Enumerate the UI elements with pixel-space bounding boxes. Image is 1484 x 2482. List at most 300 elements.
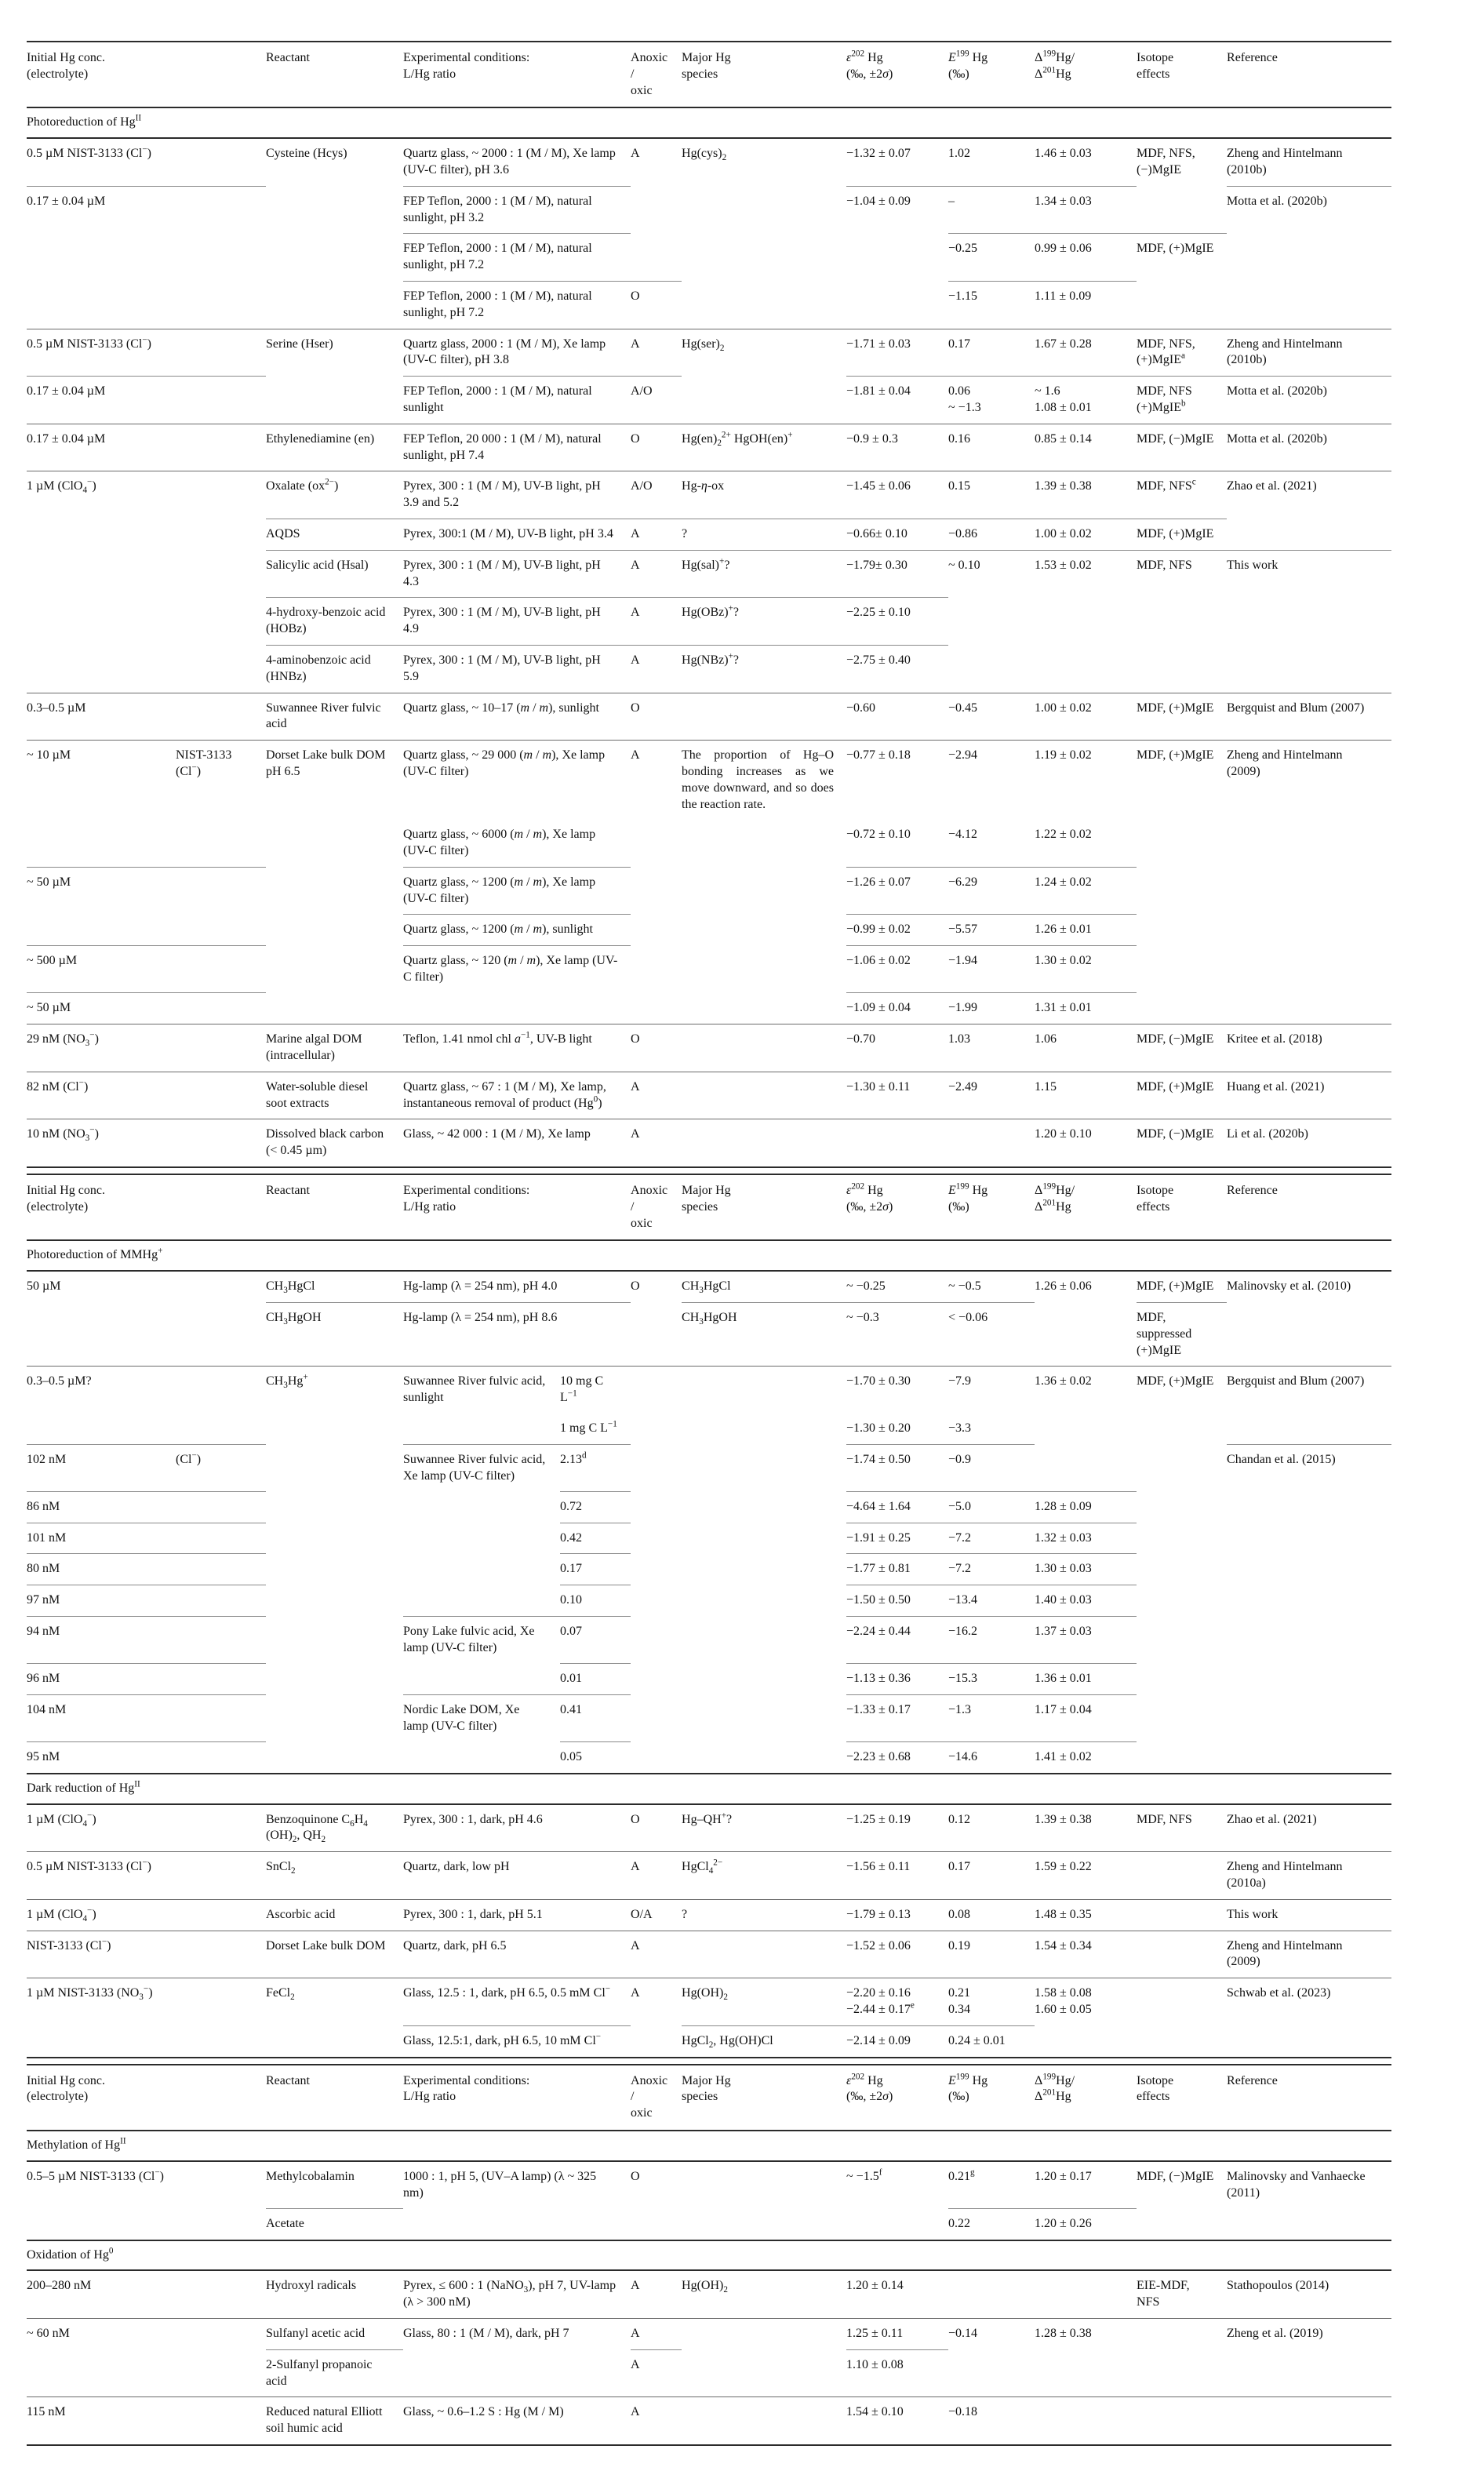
table-row — [27, 867, 1391, 915]
reactant-cell: Hydroxyl radicals — [266, 2279, 357, 2293]
table-row — [27, 946, 1391, 993]
species-cell: $CH_3HgCl$ — [682, 1279, 731, 1296]
results-table — [27, 41, 1391, 2446]
conc-cell: 0.3–0.5 µM? — [27, 1367, 266, 1414]
isotope-effects-cell: MDF, (−)MgIE — [1137, 424, 1227, 471]
e199-cell: −5.57 — [948, 915, 1035, 946]
isotope-effects-cell: MDF, NFS — [1137, 550, 1227, 598]
conc-cell: ~ 500 µM — [27, 946, 266, 993]
ratio-cell: 0.05 — [560, 1741, 631, 1773]
conditions-cell: Glass, 12.5:1, dark, pH 6.5, 10 mM Cl− — [403, 2025, 631, 2057]
e202-cell: −0.70 — [846, 1024, 948, 1072]
e199-cell: −7.9 — [948, 1367, 1035, 1414]
e199-cell: 0.15 — [948, 471, 1035, 519]
e202-cell: −1.06 ± 0.02 — [846, 946, 948, 993]
section-row — [27, 1774, 1391, 1804]
reference-cell — [1227, 1554, 1391, 1585]
ratio-cell: 0.17 — [560, 1554, 631, 1585]
conc-cell: 0.17 ± 0.04 µM — [27, 186, 266, 234]
table-row — [27, 2397, 1391, 2445]
column-header: Isotope effects — [1137, 42, 1227, 107]
conc-cell: 1 µM (ClO$_4$−) — [27, 1899, 266, 1931]
reference-cell — [1227, 645, 1391, 693]
d199-d201-cell — [1035, 2349, 1137, 2397]
anoxic-oxic-cell: A — [631, 1119, 682, 1167]
conc-cell: 0.5–5 µM NIST-3133 (Cl−) — [27, 2167, 164, 2183]
conditions-cell: Hg-lamp (λ = 254 nm), pH 8.6 — [403, 1302, 631, 1366]
d199-d201-cell: 1.22 ± 0.02 — [1035, 828, 1092, 842]
column-header: Anoxic/ oxic — [631, 2065, 682, 2131]
isotope-effects-cell — [1137, 1414, 1227, 1444]
d199-d201-cell: 1.28 ± 0.09 — [1035, 1491, 1137, 1523]
reference-cell: Zheng and Hintelmann (2009) — [1227, 1931, 1391, 1978]
reactant-cell: Dissolved black carbon (< 0.45 µm) — [266, 1119, 403, 1167]
table-row — [27, 471, 1391, 519]
reactant-cell — [266, 281, 403, 329]
conditions-cell — [403, 993, 631, 1024]
conc-cell: 1 µM (ClO$_4$−) — [27, 1811, 96, 1829]
table-row — [27, 1024, 1391, 1072]
conditions-cell: Quartz glass, ~ 6000 (m / m), Xe lamp (UV-C filter) — [403, 828, 596, 858]
table-row — [27, 993, 1391, 1024]
species-cell — [682, 693, 846, 741]
species-cell — [682, 1491, 846, 1523]
section-title: Photoreduction of MMHg+ — [27, 1240, 1391, 1271]
conc-cell — [27, 550, 266, 598]
conc-cell: ~ 10 µM — [27, 741, 176, 821]
conc-cell: 0.5 µM NIST-3133 (Cl−) — [27, 1852, 266, 1900]
conditions-cell — [403, 1491, 560, 1523]
e199-cell — [948, 1119, 1035, 1167]
anoxic-oxic-cell: O — [631, 2169, 640, 2183]
conditions-cell: Pyrex, 300 : 1 (M / M), UV-B light, pH 3.9 and 5.2 — [403, 471, 631, 519]
reference-cell — [1227, 1523, 1391, 1554]
isotope-effects-cell: MDF, (−)MgIE — [1137, 1024, 1227, 1072]
conc-cell: ~ 60 nM — [27, 2319, 266, 2350]
d199-d201-cell: 1.24 ± 0.02 — [1035, 867, 1137, 915]
e202-cell: 1.20 ± 0.14 — [846, 2279, 904, 2293]
column-header: Reactant — [266, 42, 403, 107]
section-title: Dark reduction of $Hg^{II}$ — [27, 1774, 1391, 1804]
conditions-cell: Glass, 12.5 : 1, dark, pH 6.5, 0.5 mM Cl− — [403, 1978, 631, 2026]
e199-cell: ~ 0.10 — [948, 550, 1035, 598]
column-header-row — [27, 42, 1391, 107]
table-row — [27, 281, 1391, 329]
e199-cell: −0.18 — [948, 2397, 1035, 2445]
reference-cell: Zhao et al. (2021) — [1227, 1812, 1317, 1826]
e202-cell: −2.23 ± 0.68 — [846, 1741, 948, 1773]
conc-cell — [27, 1302, 266, 1366]
reference-cell — [1227, 598, 1391, 646]
reactant-cell: 2-Sulfanyl propanoic acid — [266, 2349, 403, 2397]
conc-cell: 1 µM (ClO$_4$−) — [27, 471, 266, 519]
conditions-cell — [403, 1554, 560, 1585]
column-header: Experimental conditions: L/Hg ratio — [403, 42, 631, 107]
column-header: $E^{199}$ Hg (‰) — [948, 2065, 1035, 2131]
anoxic-oxic-cell — [631, 1585, 682, 1617]
isotope-effects-cell: MDF, (+)MgIE — [1137, 693, 1227, 741]
reference-cell — [1227, 946, 1391, 993]
anoxic-oxic-cell — [631, 1302, 682, 1366]
table-row — [27, 1302, 1391, 1366]
anoxic-oxic-cell: O/A — [631, 1899, 682, 1931]
conditions-cell: Suwannee River fulvic acid, Xe lamp (UV-C filter) — [403, 1444, 560, 1491]
d199-d201-cell: 1.46 ± 0.03 — [1035, 147, 1092, 161]
e202-cell: ~ −0.25 — [846, 1279, 886, 1294]
isotope-effects-cell — [1137, 1444, 1227, 1491]
d199-d201-cell: 1.20 ± 0.17 — [1035, 2169, 1092, 2183]
reference-cell — [1227, 1694, 1391, 1741]
conc-cell: 0.17 ± 0.04 µM — [27, 424, 266, 471]
section-row — [27, 2240, 1391, 2271]
ratio-cell: 0.42 — [560, 1523, 631, 1554]
e202-cell: 1.10 ± 0.08 — [846, 2349, 948, 2397]
column-header: Experimental conditions: L/Hg ratio — [403, 1174, 631, 1240]
isotope-effects-cell — [1137, 1931, 1227, 1978]
e202-cell: −1.13 ± 0.36 — [846, 1664, 948, 1695]
reference-cell — [1227, 1585, 1391, 1617]
reference-cell: Zheng and Hintelmann (2010a) — [1227, 1852, 1391, 1900]
table-row — [27, 1931, 1391, 1978]
anoxic-oxic-cell — [631, 1414, 682, 1444]
conditions-cell: Teflon, 1.41 nmol chl $a^{-1}$, UV-B light — [403, 1024, 631, 1072]
reactant-cell — [266, 1491, 403, 1523]
species-cell — [682, 867, 846, 915]
e199-cell: −1.15 — [948, 281, 1035, 329]
reference-cell — [1227, 2349, 1391, 2397]
conc-cell: 94 nM — [27, 1617, 266, 1664]
reactant-cell: Serine (Hser) — [266, 329, 403, 377]
isotope-effects-cell — [1137, 820, 1227, 867]
species-cell — [682, 2397, 846, 2445]
reactant-cell — [266, 1444, 403, 1491]
isotope-effects-cell: MDF, NFS (+)MgIE$^b$ — [1137, 377, 1227, 424]
species-cell — [682, 1585, 846, 1617]
conditions-cell: Quartz glass, ~ 120 (m / m), Xe lamp (UV-C filter) — [403, 946, 631, 993]
isotope-effects-cell — [1137, 1523, 1227, 1554]
column-header: Initial Hg conc. (electrolyte) — [27, 1174, 266, 1240]
species-cell: Hg–QH+? — [682, 1811, 733, 1826]
column-header: $E^{199}$ Hg (‰) — [948, 1174, 1035, 1240]
e202-cell — [846, 1119, 948, 1167]
column-header-row — [27, 1174, 1391, 1240]
d199-d201-cell: 1.06 — [1035, 1024, 1137, 1072]
conc-cell: 29 nM $(NO_3^-)$ — [27, 1024, 266, 1072]
reference-cell: Kritee et al. (2018) — [1227, 1024, 1391, 1072]
ratio-cell: 10 mg C $L^{-1}$ — [560, 1367, 631, 1414]
table-row — [27, 1617, 1391, 1664]
d199-d201-cell: 1.40 ± 0.03 — [1035, 1585, 1137, 1617]
column-header: $\Delta^{199}Hg/$ $\Delta^{201}Hg$ — [1035, 1174, 1137, 1240]
table-row — [27, 1491, 1391, 1523]
table-row — [27, 1367, 1391, 1414]
e199-cell — [948, 2270, 1035, 2318]
anoxic-oxic-cell: A — [631, 2349, 682, 2397]
reactant-cell: Cysteine (Hcys) — [266, 147, 347, 161]
conditions-cell: Quartz glass, ~ 67 : 1 (M / M), Xe lamp, instantaneous removal of product (Hg$^0$) — [403, 1072, 631, 1119]
species-cell — [682, 1024, 846, 1072]
anoxic-oxic-cell: A/O — [631, 377, 682, 424]
e202-cell: −1.45 ± 0.06 — [846, 471, 948, 519]
isotope-effects-cell: MDF, (+)MgIE — [1137, 1279, 1214, 1294]
e199-cell — [948, 2349, 1035, 2397]
isotope-effects-cell — [1137, 2208, 1227, 2240]
anoxic-oxic-cell: O — [631, 693, 682, 741]
reactant-cell — [266, 993, 403, 1024]
e199-cell: −14.6 — [948, 1741, 1035, 1773]
d199-d201-cell: 1.26 ± 0.06 — [1035, 1279, 1092, 1294]
e202-cell: −1.26 ± 0.07 — [846, 867, 948, 915]
anoxic-oxic-cell — [631, 993, 682, 1024]
table-row — [27, 1414, 1391, 1444]
e202-cell: −1.30 ± 0.11 — [846, 1072, 948, 1119]
d199-d201-cell: 1.39 ± 0.38 — [1035, 1812, 1092, 1826]
table-row — [27, 186, 1391, 234]
reactant-cell: Water-soluble diesel soot extracts — [266, 1072, 403, 1119]
e202-cell: −4.64 ± 1.64 — [846, 1491, 948, 1523]
reactant-cell — [266, 1523, 403, 1554]
reference-cell: Zheng et al. (2019) — [1227, 2319, 1391, 2350]
d199-d201-cell: 1.19 ± 0.02 — [1035, 741, 1137, 821]
reactant-cell — [266, 1741, 403, 1773]
d199-d201-cell: 0.85 ± 0.14 — [1035, 424, 1137, 471]
conditions-cell — [403, 1523, 560, 1554]
isotope-effects-cell: MDF, (+)MgIE — [1137, 741, 1227, 821]
reference-cell: Malinovsky et al. (2010) — [1227, 1279, 1351, 1294]
reference-cell: Stathopoulos (2014) — [1227, 2279, 1329, 2293]
reactant-cell: $CH_3Hg^+$ — [266, 1367, 403, 1414]
conditions-cell: FEP Teflon, 2000 : 1 (M / M), natural sunlight, pH 7.2 — [403, 234, 631, 282]
anoxic-oxic-cell — [631, 1554, 682, 1585]
d199-d201-cell: 1.26 ± 0.01 — [1035, 915, 1137, 946]
reactant-cell — [266, 867, 403, 915]
species-cell: Hg-η-ox — [682, 471, 846, 519]
table-row — [27, 1852, 1391, 1900]
species-cell — [682, 1931, 846, 1978]
e199-cell: 0.19 — [948, 1931, 1035, 1978]
species-cell: $Hg(en)_2^{2+}$ HgOH(en)+ — [682, 424, 846, 471]
e202-cell: −2.14 ± 0.09 — [846, 2025, 948, 2057]
e199-cell: 1.02 — [948, 147, 971, 161]
anoxic-oxic-cell: O — [631, 1279, 640, 1294]
d199-d201-cell: 1.53 ± 0.02 — [1035, 550, 1137, 598]
reference-cell: Motta et al. (2020b) — [1227, 186, 1391, 234]
e199-cell: 0.22 — [948, 2208, 1035, 2240]
reference-cell: This work — [1227, 550, 1391, 598]
conc-cell: 104 nM — [27, 1694, 266, 1741]
reactant-cell: Suwannee River fulvic acid — [266, 693, 403, 741]
species-cell: $Hg(OH)_2$ — [682, 1978, 846, 2026]
conc-cell — [27, 234, 266, 282]
isotope-effects-cell — [1137, 1617, 1227, 1664]
e199-cell: −0.45 — [948, 693, 1035, 741]
species-cell — [682, 820, 846, 867]
d199-d201-cell — [1035, 598, 1137, 646]
anoxic-oxic-cell: O — [631, 1024, 682, 1072]
anoxic-oxic-cell — [631, 1367, 682, 1414]
reference-cell — [1227, 867, 1391, 915]
reference-cell: Bergquist and Blum (2007) — [1227, 693, 1391, 741]
d199-d201-cell: 1.28 ± 0.38 — [1035, 2319, 1137, 2350]
anoxic-oxic-cell — [631, 867, 682, 915]
d199-d201-cell: 1.58 ± 0.08 1.60 ± 0.05 — [1035, 1978, 1137, 2026]
d199-d201-cell — [1035, 2397, 1137, 2445]
table-row — [27, 1664, 1391, 1695]
conditions-cell: Pyrex, 300 : 1 (M / M), UV-B light, pH 4.3 — [403, 550, 631, 598]
reactant-cell — [266, 1617, 403, 1664]
table-row — [27, 915, 1391, 946]
reactant-cell — [266, 820, 403, 867]
reference-cell — [1227, 519, 1391, 550]
ratio-cell: 0.07 — [560, 1617, 631, 1664]
e202-cell: −1.81 ± 0.04 — [846, 377, 948, 424]
species-cell — [682, 1444, 846, 1491]
e199-cell: −1.3 — [948, 1694, 1035, 1741]
column-header: $E^{199}$ Hg (‰) — [948, 42, 1035, 107]
reactant-cell: Methylcobalamin — [266, 2169, 355, 2183]
reference-cell — [1227, 1302, 1391, 1366]
table-row — [27, 2161, 1391, 2209]
conc-cell: ~ 50 µM — [27, 867, 266, 915]
table-row — [27, 1554, 1391, 1585]
conc-cell: 1 µM NIST-3133 $(NO_3^-)$ — [27, 1978, 266, 2026]
e202-cell: −0.66± 0.10 — [846, 519, 948, 550]
reactant-cell: $CH_3HgOH$ — [266, 1302, 403, 1366]
e199-cell: −6.29 — [948, 867, 1035, 915]
conditions-cell — [403, 1414, 560, 1444]
table-row — [27, 329, 1391, 377]
d199-d201-cell: 1.39 ± 0.38 — [1035, 471, 1137, 519]
e202-cell: −1.79 ± 0.13 — [846, 1899, 948, 1931]
reference-cell: Motta et al. (2020b) — [1227, 424, 1391, 471]
species-cell: $Hg(cys)_2$ — [682, 147, 727, 163]
table-row — [27, 2025, 1391, 2057]
reference-cell: Zheng and Hintelmann (2009) — [1227, 741, 1391, 821]
table-row — [27, 693, 1391, 741]
d199-d201-cell: 1.67 ± 0.28 — [1035, 329, 1137, 377]
isotope-effects-cell — [1137, 946, 1227, 993]
d199-d201-cell: 1.31 ± 0.01 — [1035, 993, 1137, 1024]
e202-cell: −1.79± 0.30 — [846, 550, 948, 598]
anoxic-oxic-cell: O — [631, 424, 682, 471]
column-header: Initial Hg conc. (electrolyte) — [27, 2065, 266, 2131]
e199-cell: < −0.06 — [948, 1302, 1035, 1366]
d199-d201-cell: 1.20 ± 0.26 — [1035, 2208, 1137, 2240]
e199-cell — [948, 645, 1035, 693]
reference-cell: Bergquist and Blum (2007) — [1227, 1367, 1391, 1414]
e202-cell: 1.54 ± 0.10 — [846, 2397, 948, 2445]
isotope-effects-cell — [1137, 915, 1227, 946]
species-cell — [682, 281, 846, 329]
isotope-effects-cell — [1137, 1585, 1227, 1617]
d199-d201-cell: 1.00 ± 0.02 — [1035, 519, 1137, 550]
isotope-effects-cell — [1137, 867, 1227, 915]
species-cell: $CH_3HgOH$ — [682, 1302, 846, 1366]
e202-cell: −1.04 ± 0.09 — [846, 186, 948, 234]
conditions-cell: FEP Teflon, 2000 : 1 (M / M), natural sunlight, pH 7.2 — [403, 281, 631, 329]
d199-d201-cell: 1.34 ± 0.03 — [1035, 186, 1137, 234]
ratio-cell: 0.72 — [560, 1491, 631, 1523]
reactant-cell: Ethylenediamine (en) — [266, 424, 403, 471]
conditions-cell: Quartz glass, ~ 1200 (m / m), Xe lamp (UV-C filter) — [403, 867, 631, 915]
conc-sub-cell: (Cl−) — [176, 1444, 266, 1491]
conditions-cell: FEP Teflon, 2000 : 1 (M / M), natural sunlight, pH 3.2 — [403, 186, 631, 234]
species-cell — [682, 2161, 846, 2209]
reactant-cell — [266, 2025, 403, 2057]
isotope-effects-cell — [1137, 2349, 1227, 2397]
species-cell: Hg(NBz)+? — [682, 645, 846, 693]
isotope-effects-cell — [1137, 1899, 1227, 1931]
reactant-cell: Sulfanyl acetic acid — [266, 2319, 403, 2350]
isotope-effects-cell: MDF, (+)MgIE — [1137, 1367, 1227, 1414]
anoxic-oxic-cell: A — [631, 550, 682, 598]
table-row — [27, 1741, 1391, 1773]
e199-cell: ~ −0.5 — [948, 1279, 981, 1294]
conditions-cell: Quartz glass, ~ 10–17 (m / m), sunlight — [403, 693, 631, 741]
isotope-effects-cell — [1137, 1978, 1227, 2026]
reactant-cell: Salicylic acid (Hsal) — [266, 550, 403, 598]
table-row — [27, 1523, 1391, 1554]
reactant-cell: Acetate — [266, 2208, 403, 2240]
section-row — [27, 107, 1391, 138]
species-cell — [682, 1617, 846, 1664]
e199-cell: −0.86 — [948, 519, 1035, 550]
section-row — [27, 1240, 1391, 1271]
e202-cell: −2.75 ± 0.40 — [846, 645, 948, 693]
ratio-cell: 0.10 — [560, 1585, 631, 1617]
column-header: Anoxic/ oxic — [631, 42, 682, 107]
ratio-cell: 0.41 — [560, 1694, 631, 1741]
e202-cell: −0.9 ± 0.3 — [846, 424, 948, 471]
conc-cell: 82 nM (Cl−) — [27, 1072, 266, 1119]
e202-cell: −2.24 ± 0.44 — [846, 1617, 948, 1664]
anoxic-oxic-cell — [631, 1523, 682, 1554]
e202-cell — [846, 234, 948, 282]
anoxic-oxic-cell: A — [631, 1978, 682, 2026]
conc-cell: 96 nM — [27, 1664, 266, 1695]
anoxic-oxic-cell — [631, 1617, 682, 1664]
reactant-cell: Dorset Lake bulk DOM pH 6.5 — [266, 741, 403, 821]
species-cell — [682, 1554, 846, 1585]
anoxic-oxic-cell — [631, 1741, 682, 1773]
reference-cell: Li et al. (2020b) — [1227, 1119, 1391, 1167]
table-row — [27, 2319, 1391, 2350]
conditions-cell: Quartz glass, ~ 29 000 (m / m), Xe lamp (UV-C filter) — [403, 741, 631, 821]
e202-cell: −1.52 ± 0.06 — [846, 1931, 948, 1978]
anoxic-oxic-cell: O — [631, 1812, 640, 1826]
species-cell: $Hg(ser)_2$ — [682, 329, 846, 377]
anoxic-oxic-cell: A — [631, 1072, 682, 1119]
table-gap — [27, 2058, 1391, 2065]
e199-cell: −0.25 — [948, 234, 1035, 282]
e199-cell: −3.3 — [948, 1421, 972, 1435]
conc-cell: 0.17 ± 0.04 µM — [27, 377, 266, 424]
column-header: $\varepsilon^{202}$ Hg (‰, ±2σ) — [846, 42, 948, 107]
e202-cell: 1.25 ± 0.11 — [846, 2319, 948, 2350]
anoxic-oxic-cell — [631, 1444, 682, 1491]
conditions-cell: Pyrex, 300:1 (M / M), UV-B light, pH 3.4 — [403, 519, 631, 550]
table-gap — [27, 1167, 1391, 1174]
conc-cell — [27, 598, 266, 646]
reactant-cell — [266, 1414, 403, 1444]
reactant-cell: FeCl$_2$ — [266, 1978, 403, 2026]
conditions-cell: 1000 : 1, pH 5, (UV–A lamp) (λ ~ 325 nm) — [403, 2169, 597, 2200]
table-row — [27, 1804, 1391, 1852]
d199-d201-cell: 0.99 ± 0.06 — [1035, 234, 1137, 282]
e202-cell: −1.32 ± 0.07 — [846, 147, 911, 161]
reference-cell: Malinovsky and Vanhaecke (2011) — [1227, 2169, 1366, 2200]
species-cell — [682, 1741, 846, 1773]
